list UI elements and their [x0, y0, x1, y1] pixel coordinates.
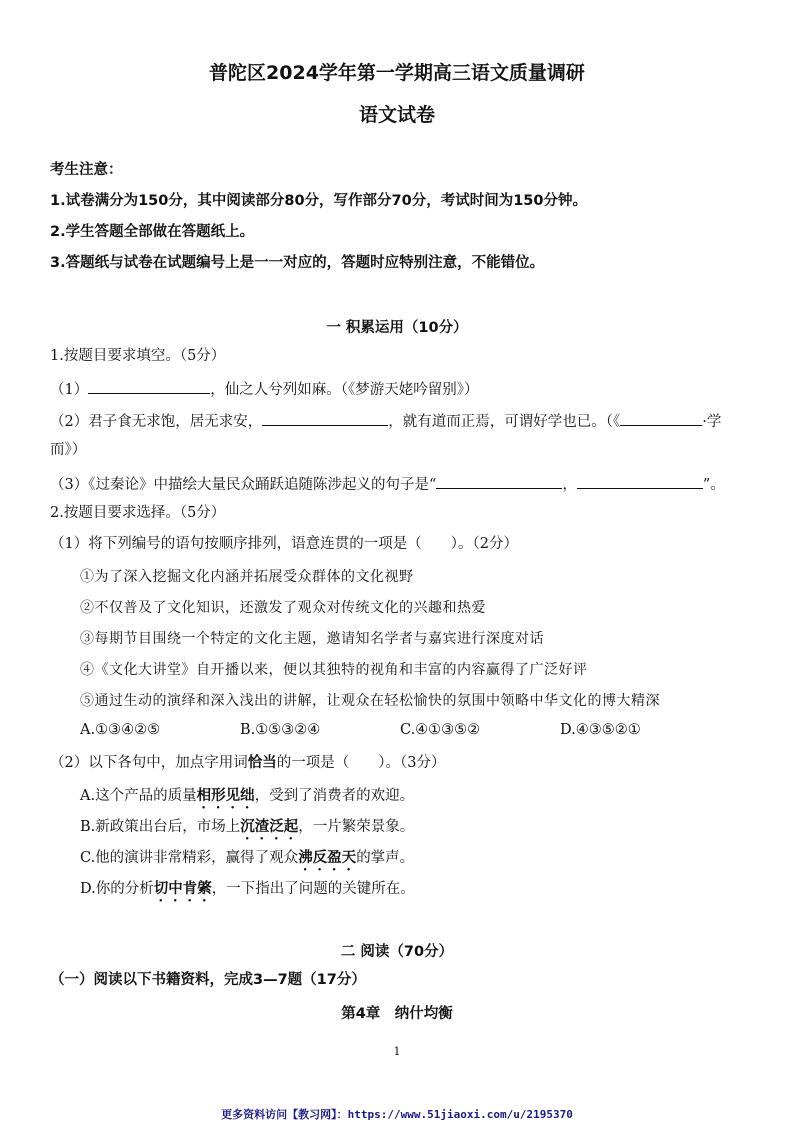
option-2-b	[80, 815, 414, 843]
page-number: 1	[393, 1045, 401, 1058]
option-1-a: A.①③④②⑤	[80, 722, 161, 738]
q2-sub2-suffix: 的一项是（ ）。（3分）	[276, 755, 446, 771]
question-2-sub-2	[50, 753, 445, 773]
q1-p2-prefix: （2）君子食无求饱，居无求安，	[50, 414, 263, 430]
question-1-part-2	[50, 409, 721, 432]
answer-blank-3[interactable]	[620, 409, 702, 426]
question-1-part-1	[50, 377, 478, 400]
question-1-stem: 1.按题目要求填空。（5分）	[50, 348, 226, 364]
q2-sub2-prefix: （2）以下各句中，加点字用词	[50, 755, 248, 771]
option-2-c-word: 沸反盈天	[298, 850, 357, 866]
sentence-1: ①为了深入挖掘文化内涵并拓展受众群体的文化视野	[80, 569, 414, 585]
q2-sub2-bold: 恰当	[247, 755, 277, 771]
option-2-b-word: 沉渣泛起	[240, 819, 299, 835]
option-2-c-pre: C.他的演讲非常精彩，赢得了观众	[80, 850, 299, 866]
answer-blank-1[interactable]	[88, 377, 210, 394]
section-1-heading: 一 积累运用（10分）	[326, 320, 468, 336]
answer-blank-2[interactable]	[262, 409, 388, 426]
option-2-d-word: 切中肯綮	[153, 881, 212, 897]
reading-part-1-heading: （一）阅读以下书籍资料，完成3—7题（17分）	[50, 972, 366, 988]
option-2-d-post: ，一下指出了问题的关键所在。	[211, 881, 415, 897]
q1-p1-prefix: （1）	[50, 382, 89, 398]
option-2-d	[80, 877, 415, 905]
q1-p3-mid: ，	[562, 477, 577, 493]
notice-heading: 考生注意：	[50, 162, 123, 178]
option-1-c: C.④①③⑤②	[400, 722, 481, 738]
option-2-c	[80, 846, 414, 874]
q1-p3-prefix: （3）《过秦论》中描绘大量民众踊跃追随陈涉起义的句子是“	[50, 477, 437, 493]
sentence-2: ②不仅普及了文化知识，还激发了观众对传统文化的兴趣和热爱	[80, 600, 486, 616]
exam-subtitle: 语文试卷	[358, 104, 435, 126]
notice-item-3: 3.答题纸与试卷在试题编号上是一一对应的，答题时应特别注意，不能错位。	[50, 255, 545, 271]
option-2-b-pre: B.新政策出台后，市场上	[80, 819, 241, 835]
question-2-stem: 2.按题目要求选择。（5分）	[50, 505, 226, 521]
sentence-5: ⑤通过生动的演绎和深入浅出的讲解，让观众在轻松愉快的氛围中领略中华文化的博大精深	[80, 693, 660, 709]
option-2-a	[80, 784, 414, 812]
footer-link[interactable]: 更多资料访问【教习网】：https://www.51jiaoxi.com/u/2195370	[221, 1108, 573, 1121]
answer-blank-4[interactable]	[436, 472, 562, 489]
notice-item-2: 2.学生答题全部做在答题纸上。	[50, 224, 255, 240]
q1-p1-suffix: ，仙之人兮列如麻。（《梦游天姥吟留别》）	[210, 382, 479, 398]
chapter-title: 第4章 纳什均衡	[341, 1006, 453, 1022]
question-1-part-3	[50, 472, 725, 495]
q1-p3-end: ”。	[702, 477, 725, 493]
q1-p2-end: ·学	[702, 414, 722, 430]
option-2-a-post: ，受到了消费者的欢迎。	[254, 788, 415, 804]
section-2-heading: 二 阅读（70分）	[340, 944, 454, 960]
answer-blank-5[interactable]	[577, 472, 703, 489]
sentence-4: ④《文化大讲堂》自开播以来，便以其独特的视角和丰富的内容赢得了广泛好评	[80, 662, 588, 678]
option-2-d-pre: D.你的分析	[80, 881, 154, 897]
q1-p2-wrap: 而》）	[50, 442, 87, 458]
q1-p2-mid: ，就有道而正焉，可谓好学也已。（《	[388, 414, 621, 430]
sentence-3: ③每期节目围绕一个特定的文化主题，邀请知名学者与嘉宾进行深度对话	[80, 631, 544, 647]
option-1-b: B.①⑤③②④	[240, 722, 321, 738]
option-2-c-post: 的掌声。	[356, 850, 415, 866]
option-1-d: D.④③⑤②①	[560, 722, 641, 738]
exam-title: 普陀区2024学年第一学期高三语文质量调研	[209, 62, 585, 84]
option-2-a-pre: A.这个产品的质量	[80, 788, 197, 804]
question-2-sub-1: （1）将下列编号的语句按顺序排列，语意连贯的一项是（ ）。（2分）	[50, 536, 518, 552]
notice-item-1: 1.试卷满分为150分，其中阅读部分80分，写作部分70分，考试时间为150分钟。	[50, 193, 587, 209]
option-2-a-word: 相形见绌	[196, 788, 255, 804]
option-2-b-post: ，一片繁荣景象。	[298, 819, 415, 835]
